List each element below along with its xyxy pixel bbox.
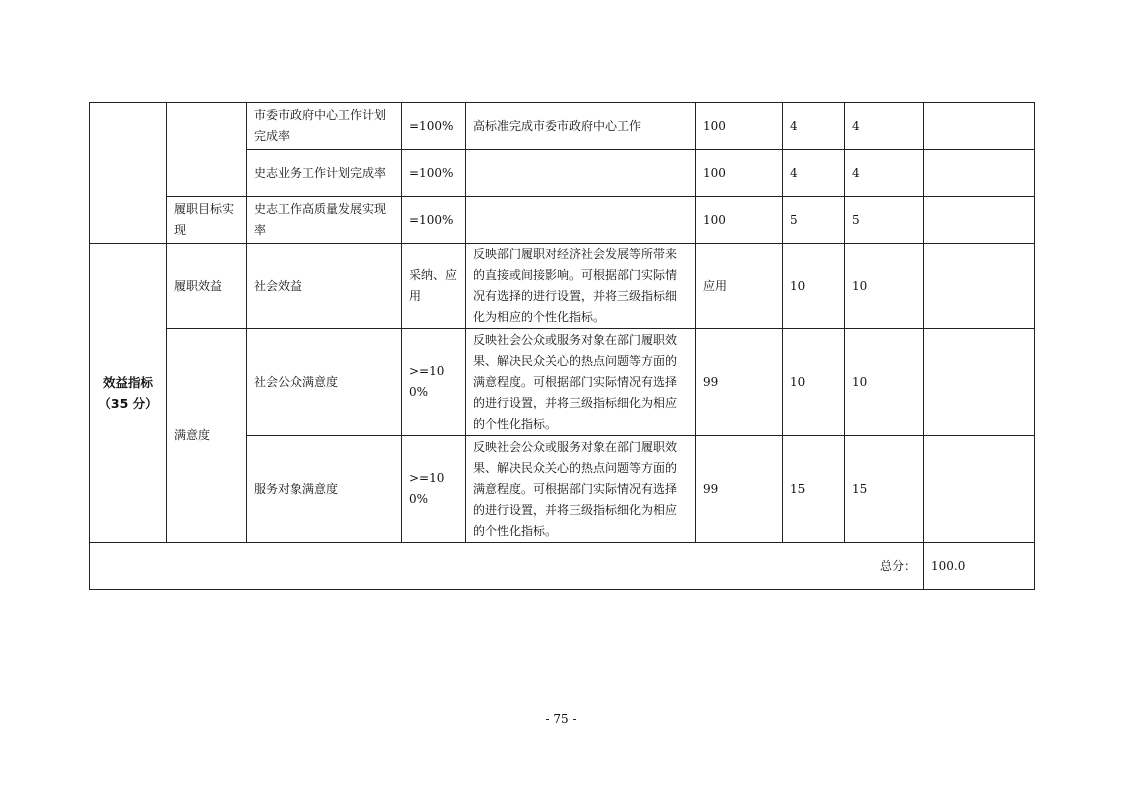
total-row [90, 543, 1035, 590]
remark-cell [924, 103, 1035, 150]
description-cell: 高标准完成市委市政府中心工作 [466, 103, 696, 150]
level2-cell: 满意度 [167, 329, 247, 543]
table-row [90, 197, 1035, 244]
remark-cell [924, 150, 1035, 197]
target-cell: >=100% [402, 436, 466, 543]
description-cell [466, 197, 696, 244]
description-cell: 反映社会公众或服务对象在部门履职效果、解决民众关心的热点问题等方面的满意程度。可根据部门实际情况有选择的进行设置，并将三级指标细化为相应的个性化指标。 [466, 329, 696, 436]
remark-cell [924, 436, 1035, 543]
category-points: （35 分） [98, 396, 158, 411]
actual-value-cell: 100 [696, 197, 783, 244]
level3-cell: 服务对象满意度 [247, 436, 402, 543]
target-cell: =100% [402, 150, 466, 197]
actual-value-cell: 99 [696, 329, 783, 436]
score-cell: 4 [845, 150, 924, 197]
level1-category-cell [90, 244, 167, 543]
description-cell [466, 150, 696, 197]
level2-cell [167, 103, 247, 197]
target-cell: >=100% [402, 329, 466, 436]
actual-value-cell: 99 [696, 436, 783, 543]
remark-cell [924, 197, 1035, 244]
score-cell: 10 [845, 329, 924, 436]
total-value: 100.0 [924, 543, 1035, 590]
remark-cell [924, 244, 1035, 329]
weight-cell: 4 [783, 150, 845, 197]
target-cell: 采纳、应用 [402, 244, 466, 329]
weight-cell: 15 [783, 436, 845, 543]
level3-cell: 史志业务工作计划完成率 [247, 150, 402, 197]
table-row [90, 244, 1035, 329]
remark-cell [924, 329, 1035, 436]
performance-indicator-table [89, 102, 1035, 590]
score-cell: 4 [845, 103, 924, 150]
score-cell: 10 [845, 244, 924, 329]
description-cell: 反映社会公众或服务对象在部门履职效果、解决民众关心的热点问题等方面的满意程度。可根据部门实际情况有选择的进行设置，并将三级指标细化为相应的个性化指标。 [466, 436, 696, 543]
weight-cell: 4 [783, 103, 845, 150]
weight-cell: 10 [783, 244, 845, 329]
page-number: - 75 - [545, 712, 577, 726]
level3-cell: 史志工作高质量发展实现率 [247, 197, 402, 244]
score-cell: 5 [845, 197, 924, 244]
description-cell: 反映部门履职对经济社会发展等所带来的直接或间接影响。可根据部门实际情况有选择的进行设置，并将三级指标细化为相应的个性化指标。 [466, 244, 696, 329]
level3-cell: 市委市政府中心工作计划完成率 [247, 103, 402, 150]
level2-cell: 履职效益 [167, 244, 247, 329]
target-cell: =100% [402, 197, 466, 244]
level1-cell-blank [90, 103, 167, 244]
level3-cell: 社会公众满意度 [247, 329, 402, 436]
level2-cell: 履职目标实现 [167, 197, 247, 244]
table-row [90, 329, 1035, 436]
weight-cell: 10 [783, 329, 845, 436]
weight-cell: 5 [783, 197, 845, 244]
total-label: 总分： [90, 543, 924, 590]
actual-value-cell: 100 [696, 103, 783, 150]
target-cell: =100% [402, 103, 466, 150]
table-row [90, 103, 1035, 150]
score-cell: 15 [845, 436, 924, 543]
category-title: 效益指标 [102, 375, 153, 390]
actual-value-cell: 100 [696, 150, 783, 197]
actual-value-cell: 应用 [696, 244, 783, 329]
level3-cell: 社会效益 [247, 244, 402, 329]
